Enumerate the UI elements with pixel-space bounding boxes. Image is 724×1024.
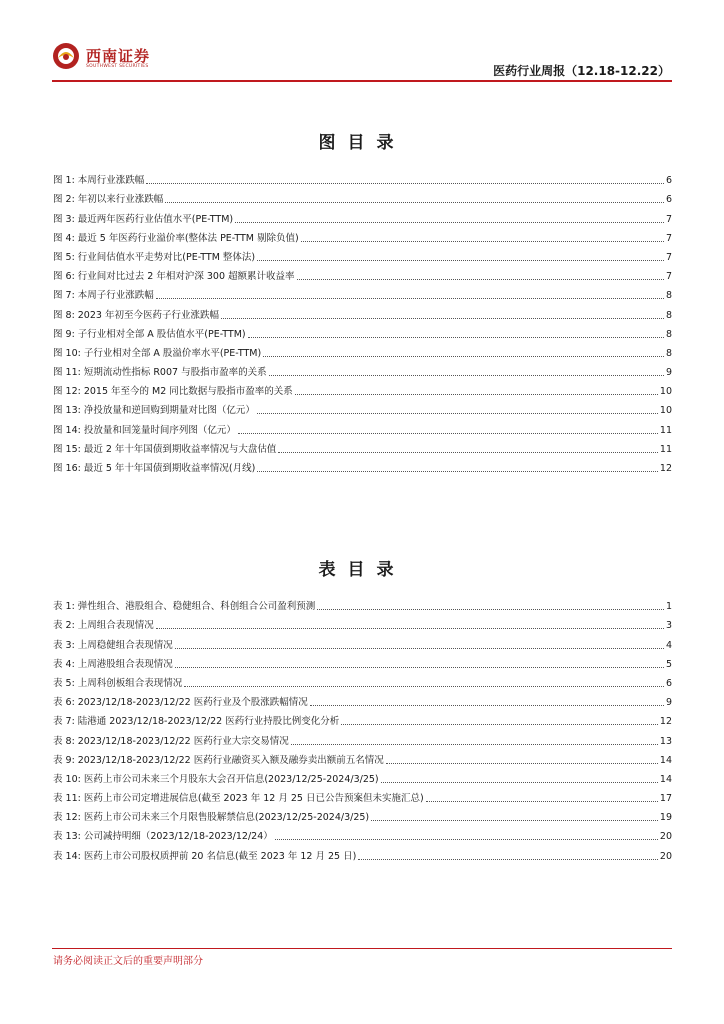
logo-chinese-name: 西南证券 <box>86 47 151 65</box>
toc-entry-label: 图 15: <box>53 443 81 455</box>
toc-entry-page: 7 <box>665 271 672 283</box>
toc-leader-dots <box>386 762 658 764</box>
toc-entry-text: 上周港股组合表现情况 <box>77 658 173 670</box>
toc-entry-page: 11 <box>659 443 672 455</box>
toc-leader-dots <box>165 201 664 203</box>
toc-leader-dots <box>257 259 664 261</box>
toc-entry-page: 3 <box>665 620 672 632</box>
toc-leader-dots <box>146 182 664 184</box>
toc-leader-dots <box>301 240 664 242</box>
toc-entry-page: 11 <box>659 424 672 436</box>
toc-leader-dots <box>358 858 658 860</box>
page-header <box>0 0 724 84</box>
toc-entry-label: 图 2: <box>53 194 75 206</box>
toc-entry-text: 医药上市公司未来三个月股东大会召开信息(2023/12/25-2024/3/25) <box>83 773 379 785</box>
figure-toc-entry[interactable] <box>53 168 672 187</box>
toc-entry-text: 弹性组合、港股组合、稳健组合、科创组合公司盈利预测 <box>77 601 316 613</box>
toc-leader-dots <box>291 743 658 745</box>
toc-leader-dots <box>295 393 658 395</box>
toc-entry-page: 17 <box>659 793 672 805</box>
toc-entry-text: 年初以来行业涨跌幅 <box>77 194 164 206</box>
toc-leader-dots <box>221 317 664 319</box>
toc-entry-page: 8 <box>665 309 672 321</box>
toc-entry-page: 6 <box>665 194 672 206</box>
toc-entry-text: 最近 5 年十年国债到期收益率情况(月线) <box>83 463 256 474</box>
toc-entry-text: 上周科创板组合表现情况 <box>77 677 183 689</box>
figure-toc-list <box>53 168 672 475</box>
toc-entry-label: 表 11: <box>53 793 81 805</box>
toc-leader-dots <box>297 278 664 280</box>
toc-leader-dots <box>248 336 664 338</box>
toc-entry-page: 20 <box>659 850 672 862</box>
toc-entry-label: 图 9: <box>53 328 75 340</box>
table-toc-entry[interactable] <box>53 690 672 709</box>
figure-toc-entry[interactable] <box>53 379 672 398</box>
toc-entry-text: 最近 5 年医药行业溢价率(整体法 PE-TTM 剔除负值) <box>77 232 299 244</box>
toc-entry-label: 图 11: <box>53 367 81 379</box>
figure-toc-entry[interactable] <box>53 302 672 321</box>
toc-entry-text: 本周子行业涨跌幅 <box>77 290 154 302</box>
toc-leader-dots <box>235 221 664 223</box>
toc-entry-text: 行业间估值水平走势对比(PE-TTM 整体法) <box>77 251 256 263</box>
toc-leader-dots <box>275 838 658 840</box>
toc-entry-page: 7 <box>665 213 672 225</box>
toc-entry-label: 表 4: <box>53 658 75 670</box>
toc-entry-text: 最近两年医药行业估值水平(PE-TTM) <box>77 213 234 225</box>
toc-entry-page: 14 <box>659 773 672 785</box>
toc-entry-page: 9 <box>665 367 672 379</box>
table-toc-entry[interactable] <box>53 671 672 690</box>
toc-entry-text: 上周稳健组合表现情况 <box>77 639 173 651</box>
figure-toc-entry[interactable] <box>53 283 672 302</box>
toc-leader-dots <box>238 432 658 434</box>
table-toc-entry[interactable] <box>53 824 672 843</box>
toc-entry-page: 10 <box>659 386 672 398</box>
toc-entry-page: 8 <box>665 290 672 302</box>
toc-entry-text: 2015 年至今的 M2 同比数据与股指市盈率的关系 <box>83 386 293 398</box>
table-toc-entry[interactable] <box>53 786 672 805</box>
toc-entry-label: 图 14: <box>53 424 81 436</box>
toc-entry-label: 图 6: <box>53 271 75 283</box>
toc-entry-page: 8 <box>665 347 672 359</box>
figure-toc-entry[interactable] <box>53 264 672 283</box>
logo-mark-icon <box>52 42 80 70</box>
header-divider <box>52 80 672 82</box>
toc-entry-label: 表 8: <box>53 735 75 747</box>
toc-entry-text: 医药上市公司股权质押前 20 名信息(截至 2023 年 12 月 25 日) <box>83 850 357 862</box>
toc-entry-label: 图 16: <box>53 463 81 474</box>
toc-entry-page: 4 <box>665 639 672 651</box>
figure-toc-entry[interactable] <box>53 398 672 417</box>
table-toc-entry[interactable] <box>53 843 672 862</box>
table-toc-entry[interactable] <box>53 728 672 747</box>
table-toc-entry[interactable] <box>53 594 672 613</box>
figure-toc-entry[interactable] <box>53 360 672 379</box>
toc-entry-page: 19 <box>659 812 672 824</box>
toc-entry-text: 2023/12/18-2023/12/22 医药行业融资买入额及融券卖出额前五名情况 <box>77 754 384 766</box>
toc-entry-text: 最近 2 年十年国债到期收益率情况与大盘估值 <box>83 443 277 455</box>
footer-divider <box>52 948 672 949</box>
toc-entry-page: 7 <box>665 232 672 244</box>
figure-toc-entry[interactable] <box>53 417 672 436</box>
footer-disclaimer: 请务必阅读正文后的重要声明部分 <box>53 956 203 967</box>
toc-entry-label: 图 3: <box>53 213 75 225</box>
company-logo <box>52 42 182 78</box>
figure-toc-entry[interactable] <box>53 456 672 475</box>
toc-entry-page: 14 <box>659 754 672 766</box>
toc-entry-text: 医药上市公司未来三个月限售股解禁信息(2023/12/25-2024/3/25) <box>83 812 370 824</box>
toc-entry-label: 图 5: <box>53 251 75 263</box>
toc-entry-text: 2023/12/18-2023/12/22 医药行业及个股涨跌幅情况 <box>77 697 308 709</box>
toc-leader-dots <box>426 800 658 802</box>
toc-entry-text: 陆港通 2023/12/18-2023/12/22 医药行业持股比例变化分析 <box>77 716 340 728</box>
figure-toc-entry[interactable] <box>53 226 672 245</box>
toc-entry-page: 12 <box>659 716 672 728</box>
toc-leader-dots <box>381 781 658 783</box>
toc-entry-label: 图 4: <box>53 232 75 244</box>
toc-leader-dots <box>371 819 658 821</box>
table-toc-entry[interactable] <box>53 613 672 632</box>
toc-entry-text: 2023/12/18-2023/12/22 医药行业大宗交易情况 <box>77 735 289 747</box>
logo-english-name: SOUTHWEST SECURITIES <box>86 64 149 69</box>
toc-leader-dots <box>156 297 664 299</box>
table-toc-entry[interactable] <box>53 652 672 671</box>
toc-leader-dots <box>278 451 658 453</box>
toc-entry-text: 本周行业涨跌幅 <box>77 175 145 187</box>
table-toc-entry[interactable] <box>53 805 672 824</box>
toc-entry-text: 医药上市公司定增进展信息(截至 2023 年 12 月 25 日已公告预案但未实施汇总) <box>83 793 424 805</box>
toc-entry-label: 表 14: <box>53 850 81 862</box>
table-toc-entry[interactable] <box>53 767 672 786</box>
figure-toc-entry[interactable] <box>53 245 672 264</box>
toc-leader-dots <box>175 647 664 649</box>
toc-entry-label: 表 10: <box>53 773 81 785</box>
toc-entry-page: 6 <box>665 175 672 187</box>
figure-toc-title: 图目录 <box>318 133 406 153</box>
toc-leader-dots <box>156 627 664 629</box>
figure-toc-entry[interactable] <box>53 437 672 456</box>
toc-leader-dots <box>257 470 658 472</box>
toc-entry-text: 子行业相对全部 A 股估值水平(PE-TTM) <box>77 328 246 340</box>
toc-entry-label: 图 1: <box>53 175 75 187</box>
toc-leader-dots <box>257 412 658 414</box>
toc-entry-label: 表 9: <box>53 754 75 766</box>
toc-entry-label: 表 3: <box>53 639 75 651</box>
toc-leader-dots <box>317 608 664 610</box>
toc-entry-label: 表 12: <box>53 812 81 824</box>
table-toc-entry[interactable] <box>53 632 672 651</box>
toc-entry-label: 表 5: <box>53 677 75 689</box>
toc-leader-dots <box>341 723 658 725</box>
toc-entry-label: 图 13: <box>53 405 81 417</box>
figure-toc-entry[interactable] <box>53 341 672 360</box>
toc-entry-label: 表 7: <box>53 716 75 728</box>
toc-entry-label: 表 2: <box>53 620 75 632</box>
toc-entry-text: 短期流动性指标 R007 与股指市盈率的关系 <box>83 367 267 379</box>
report-title: 医药行业周报（12.18-12.22） <box>493 64 670 78</box>
toc-entry-page: 13 <box>659 735 672 747</box>
table-toc-entry[interactable] <box>53 748 672 767</box>
toc-entry-page: 5 <box>665 658 672 670</box>
toc-entry-label: 图 10: <box>53 347 81 359</box>
toc-entry-text: 2023 年初至今医药子行业涨跌幅 <box>77 309 219 321</box>
toc-entry-text: 净投放量和逆回购到期量对比图（亿元） <box>83 405 255 417</box>
toc-entry-page: 9 <box>665 697 672 709</box>
toc-entry-page: 8 <box>665 328 672 340</box>
table-toc-title: 表目录 <box>318 560 406 580</box>
toc-leader-dots <box>263 355 664 357</box>
toc-entry-text: 投放量和回笼量时间序列图（亿元） <box>83 424 236 436</box>
toc-entry-page: 12 <box>659 463 672 474</box>
toc-entry-label: 图 7: <box>53 290 75 302</box>
toc-entry-text: 行业间对比过去 2 年相对沪深 300 超额累计收益率 <box>77 271 295 283</box>
figure-toc-entry[interactable] <box>53 187 672 206</box>
figure-toc-entry[interactable] <box>53 206 672 225</box>
toc-entry-page: 7 <box>665 251 672 263</box>
toc-entry-label: 表 1: <box>53 601 75 613</box>
toc-entry-text: 上周组合表现情况 <box>77 620 154 632</box>
toc-entry-label: 表 13: <box>53 831 81 843</box>
toc-entry-page: 20 <box>659 831 672 843</box>
toc-entry-label: 表 6: <box>53 697 75 709</box>
figure-toc-entry[interactable] <box>53 322 672 341</box>
toc-entry-label: 图 8: <box>53 309 75 321</box>
table-toc-entry[interactable] <box>53 709 672 728</box>
toc-leader-dots <box>184 685 664 687</box>
toc-entry-page: 10 <box>659 405 672 417</box>
toc-entry-page: 6 <box>665 677 672 689</box>
toc-leader-dots <box>269 374 664 376</box>
toc-entry-text: 子行业相对全部 A 股溢价率水平(PE-TTM) <box>83 347 262 359</box>
table-toc-list <box>53 594 672 863</box>
toc-leader-dots <box>310 704 664 706</box>
toc-entry-page: 1 <box>665 601 672 613</box>
toc-leader-dots <box>175 666 664 668</box>
toc-entry-label: 图 12: <box>53 386 81 398</box>
toc-entry-text: 公司减持明细（2023/12/18-2023/12/24） <box>83 831 273 843</box>
